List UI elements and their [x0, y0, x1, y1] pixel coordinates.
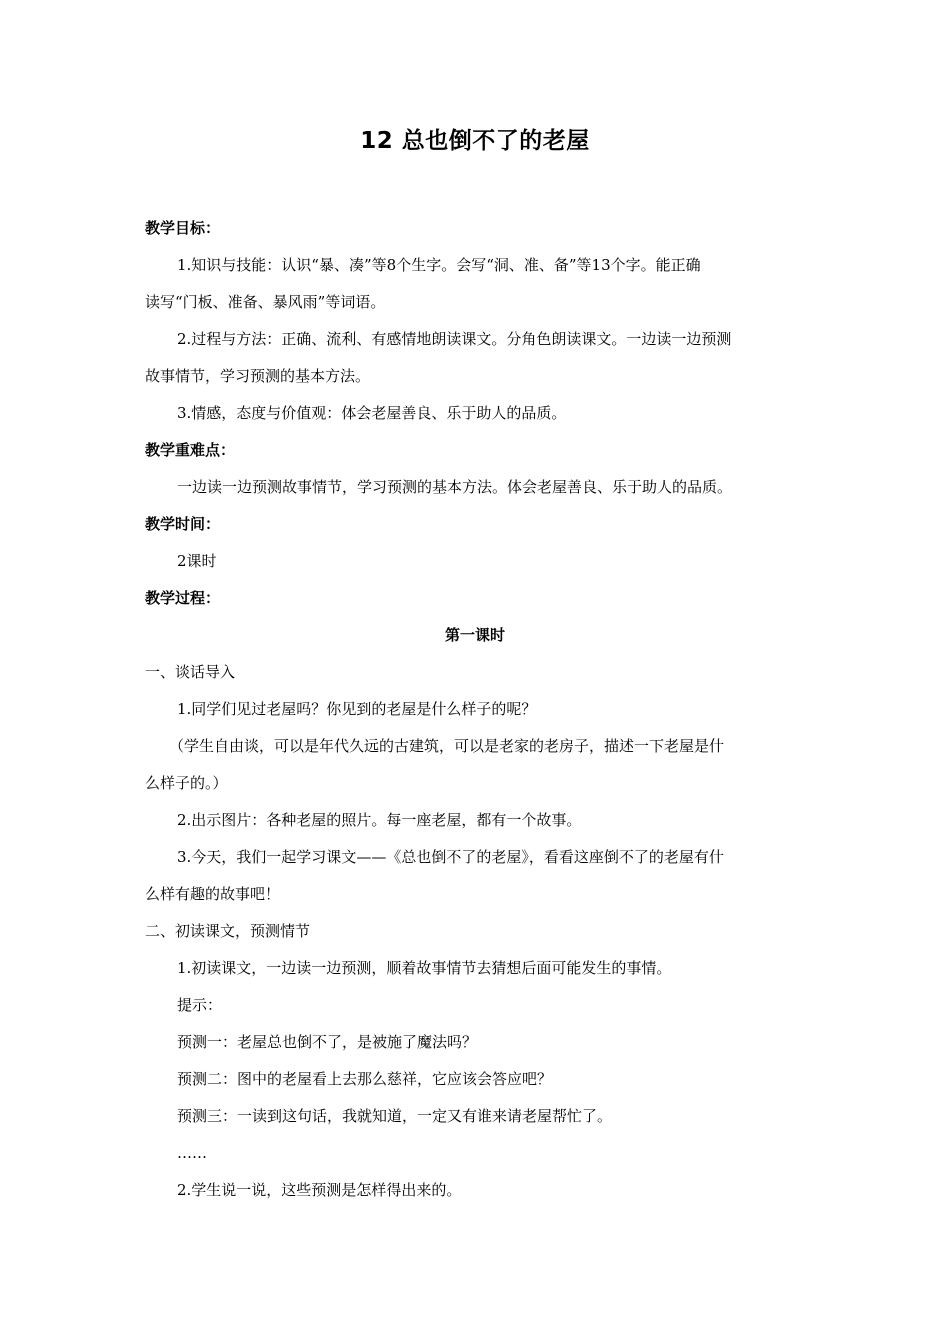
ellipsis: …… [177, 1144, 207, 1162]
part-1-item-3-line-1: 3.今天，我们一起学习课文——《总也倒不了的老屋》，看看这座倒不了的老屋有什 [177, 848, 724, 866]
part-1-heading: 一、谈话导入 [145, 663, 236, 681]
objective-item-1-line-1: 1.知识与技能：认识“暴、凑”等8个生字。会写“洞、准、备”等13个字。能正确 [177, 256, 701, 274]
part-1-note-line-1: （学生自由谈，可以是年代久远的古建筑，可以是老家的老房子，描述一下老屋是什 [169, 737, 725, 755]
section-heading-key-points: 教学重难点： [145, 441, 236, 459]
part-1-item-1: 1.同学们见过老屋吗？你见到的老屋是什么样子的呢？ [177, 700, 537, 718]
objective-item-3: 3.情感，态度与价值观：体会老屋善良、乐于助人的品质。 [177, 404, 567, 422]
key-points-text: 一边读一边预测故事情节，学习预测的基本方法。体会老屋善良、乐于助人的品质。 [177, 478, 733, 496]
part-1-item-2: 2.出示图片：各种老屋的照片。每一座老屋，都有一个故事。 [177, 811, 582, 829]
part-2-heading: 二、初读课文，预测情节 [145, 922, 311, 940]
prediction-1: 预测一：老屋总也倒不了，是被施了魔法吗？ [177, 1033, 478, 1051]
part-1-item-3-line-2: 么样有趣的故事吧！ [145, 885, 281, 903]
time-text: 2课时 [177, 552, 217, 570]
part-1-note-line-2: 么样子的。） [145, 774, 228, 792]
document-body [145, 210, 805, 1209]
objective-item-2-line-2: 故事情节，学习预测的基本方法。 [145, 367, 371, 385]
part-2-item-1: 1.初读课文，一边读一边预测，顺着故事情节去猜想后面可能发生的事情。 [177, 959, 672, 977]
section-heading-objectives: 教学目标： [145, 219, 221, 237]
objective-item-2-line-1: 2.过程与方法：正确、流利、有感情地朗读课文。分角色朗读课文。一边读一边预测 [177, 330, 732, 348]
prediction-3: 预测三：一读到这句话，我就知道，一定又有谁来请老屋帮忙了。 [177, 1107, 613, 1125]
document-title: 12 总也倒不了的老屋 [360, 128, 590, 154]
prediction-2: 预测二：图中的老屋看上去那么慈祥，它应该会答应吧？ [177, 1070, 553, 1088]
lesson-title: 第一课时 [444, 626, 505, 644]
objective-item-1-line-2: 读写“门板、准备、暴风雨”等词语。 [145, 293, 386, 311]
part-2-item-2: 2.学生说一说，这些预测是怎样得出来的。 [177, 1181, 462, 1199]
section-heading-process: 教学过程： [145, 589, 221, 607]
section-heading-time: 教学时间： [145, 515, 221, 533]
hint-label: 提示： [177, 996, 223, 1014]
